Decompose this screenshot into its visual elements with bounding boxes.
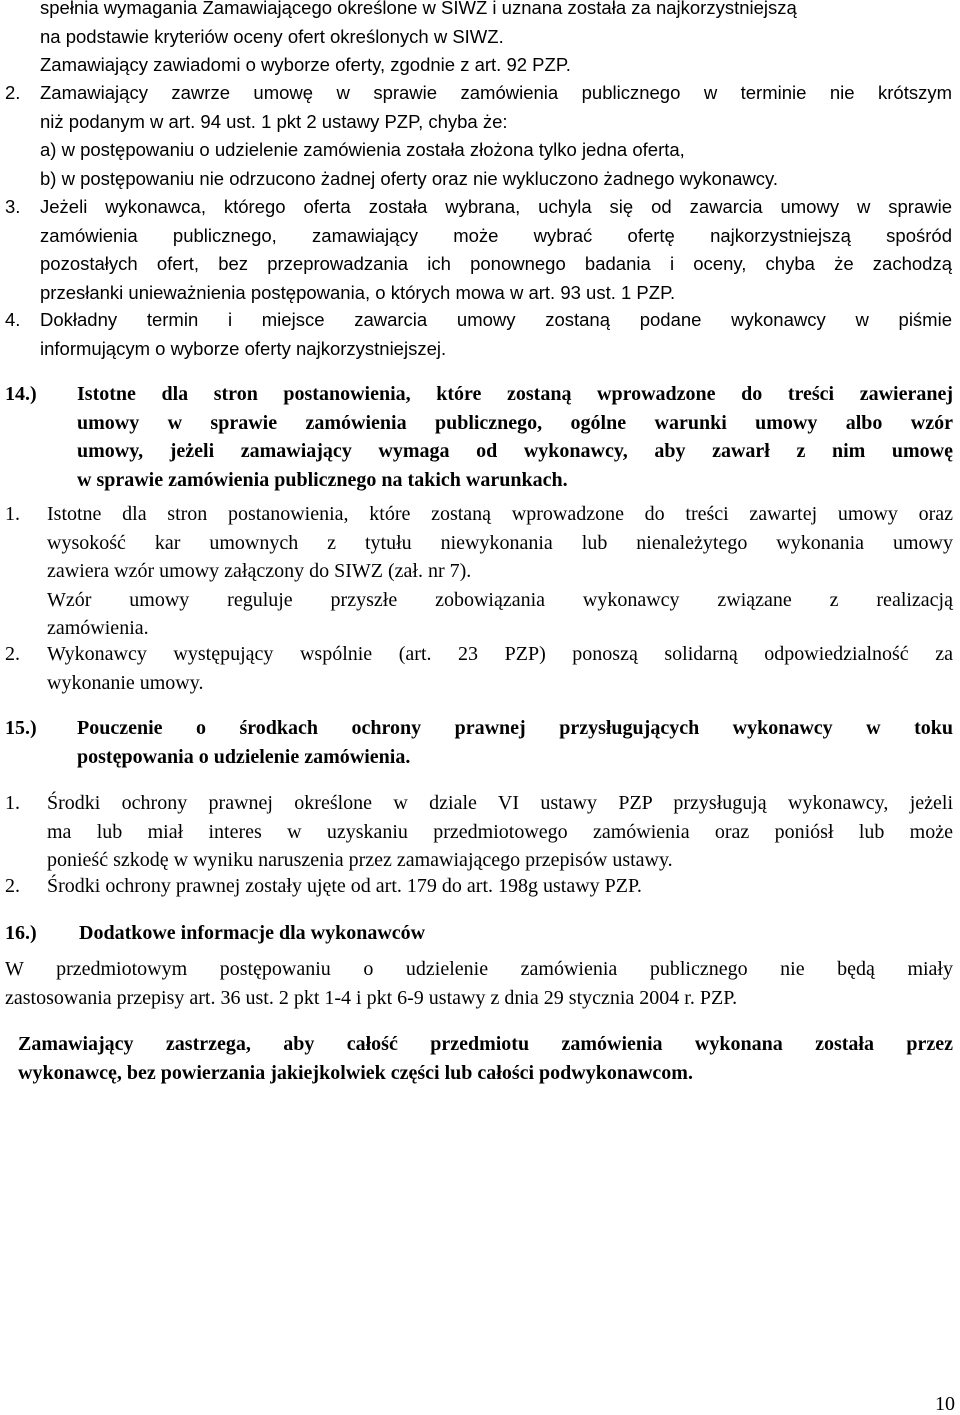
final-statement <box>18 1030 953 1087</box>
text-line: wykonawcę, bez powierzania jakiejkolwiek części lub całości podwykonawcom. <box>18 1061 693 1084</box>
heading-line: postępowania o udzielenie zamówienia. <box>77 745 411 768</box>
text-line: Zamawiający zawiadomi o wyborze oferty, zgodnie z art. 92 PZP. <box>40 54 571 75</box>
text-line: wykonanie umowy. <box>47 671 204 694</box>
item-number: 1. <box>5 503 20 525</box>
text-line: informującym o wyborze oferty najkorzystniejszej. <box>40 337 447 359</box>
text-line: pozostałych ofert, bez przeprowadzania ich ponownego badania i oceny, chyba że zachodzą <box>40 253 952 274</box>
item-number: 2. <box>5 82 21 103</box>
heading-line: Pouczenie o środkach ochrony prawnej przysługujących wykonawcy w toku <box>77 717 953 739</box>
sec15-point-2 <box>47 872 953 901</box>
item-number: 3. <box>5 196 21 217</box>
text-line: Środki ochrony prawnej zostały ujęte od art. 179 do art. 198g ustawy PZP. <box>47 875 642 897</box>
text-line: ma lub miał interes w uzyskaniu przedmiotowego zamówienia oraz poniósł lub może <box>47 820 953 843</box>
text-line: przesłanki unieważnienia postępowania, o których mowa w art. 93 ust. 1 PZP. <box>40 281 676 303</box>
heading-line: umowy, jeżeli zamawiający wymaga od wykonawcy, aby zawarł z nim umowę <box>77 440 953 462</box>
text-line: b) w postępowaniu nie odrzucono żadnej oferty oraz nie wykluczono żadnego wykonawcy. <box>40 167 779 189</box>
text-line: Istotne dla stron postanowienia, które zostaną wprowadzone do treści zawartej umowy oraz <box>47 503 953 525</box>
heading-line: Istotne dla stron postanowienia, które zostaną wprowadzone do treści zawieranej <box>77 383 953 405</box>
text-line: Zamawiający zawrze umowę w sprawie zamówienia publicznego w terminie nie krótszym <box>40 82 952 103</box>
text-line: Wykonawcy występujący wspólnie (art. 23 PZP) ponoszą solidarną odpowiedzialność za <box>47 643 953 665</box>
item-number: 4. <box>5 309 21 330</box>
text-line: Środki ochrony prawnej określone w dziale VI ustawy PZP przysługują wykonawcy, jeżeli <box>47 792 953 814</box>
sec14-point-1 <box>47 500 953 643</box>
text-line: zastosowania przepisy art. 36 ust. 2 pkt 1-4 i pkt 6-9 ustawy z dnia 29 stycznia 2004 r. PZP. <box>5 986 738 1009</box>
text-line: spełnia wymagania Zamawiającego określone w SIWZ i uznana została za najkorzystniejszą <box>40 0 797 18</box>
section-16-heading: Dodatkowe informacje dla wykonawców <box>79 922 426 944</box>
text-line: a) w postępowaniu o udzielenie zamówienia została złożona tylko jedna oferta, <box>40 139 685 160</box>
sec13-continuation <box>40 0 930 80</box>
section-15-heading <box>77 714 953 771</box>
section-number: 14.) <box>5 383 37 405</box>
heading-line: w sprawie zamówienia publicznego na takich warunkach. <box>77 468 568 491</box>
item-number: 2. <box>5 643 20 665</box>
text-line: zamówienia. <box>47 617 149 639</box>
sec14-point-2 <box>47 640 953 697</box>
text-line: wysokość kar umownych z tytułu niewykonania lub nienależytego wykonania umowy <box>47 531 953 554</box>
section-number: 15.) <box>5 717 37 739</box>
text-line: Dokładny termin i miejsce zawarcia umowy zostaną podane wykonawcy w piśmie <box>40 309 952 330</box>
text-line: niż podanym w art. 94 ust. 1 pkt 2 ustawy PZP, chyba że: <box>40 110 508 132</box>
text-line: zawiera wzór umowy załączony do SIWZ (zał. nr 7). <box>47 560 472 582</box>
text-line: zamówienia publicznego, zamawiający może wybrać ofertę najkorzystniejszą spośród <box>40 224 952 246</box>
item-number: 2. <box>5 875 20 897</box>
text-line: ponieść szkodę w wyniku naruszenia przez zamawiającego przepisów ustawy. <box>47 849 673 871</box>
item-number: 1. <box>5 792 20 814</box>
sec13-point-3 <box>40 193 952 307</box>
section-14-heading <box>77 380 953 494</box>
heading-line: umowy w sprawie zamówienia publicznego, ogólne warunki umowy albo wzór <box>77 411 953 434</box>
text-line: W przedmiotowym postępowaniu o udzielenie zamówienia publicznego nie będą miały <box>5 958 953 980</box>
page-number: 10 <box>935 1393 955 1415</box>
sec16-body <box>5 955 953 1012</box>
sec13-point-2 <box>40 79 952 193</box>
text-line: na podstawie kryteriów oceny ofert określonych w SIWZ. <box>40 25 504 47</box>
section-number: 16.) <box>5 922 37 944</box>
sec13-point-4 <box>40 306 952 363</box>
text-line: Jeżeli wykonawca, którego oferta została wybrana, uchyla się od zawarcia umowy w sprawie <box>40 196 952 217</box>
sec15-point-1 <box>47 789 953 875</box>
text-line: Zamawiający zastrzega, aby całość przedmiotu zamówienia wykonana została przez <box>18 1033 953 1055</box>
text-line: Wzór umowy reguluje przyszłe zobowiązania wykonawcy związane z realizacją <box>47 588 953 611</box>
